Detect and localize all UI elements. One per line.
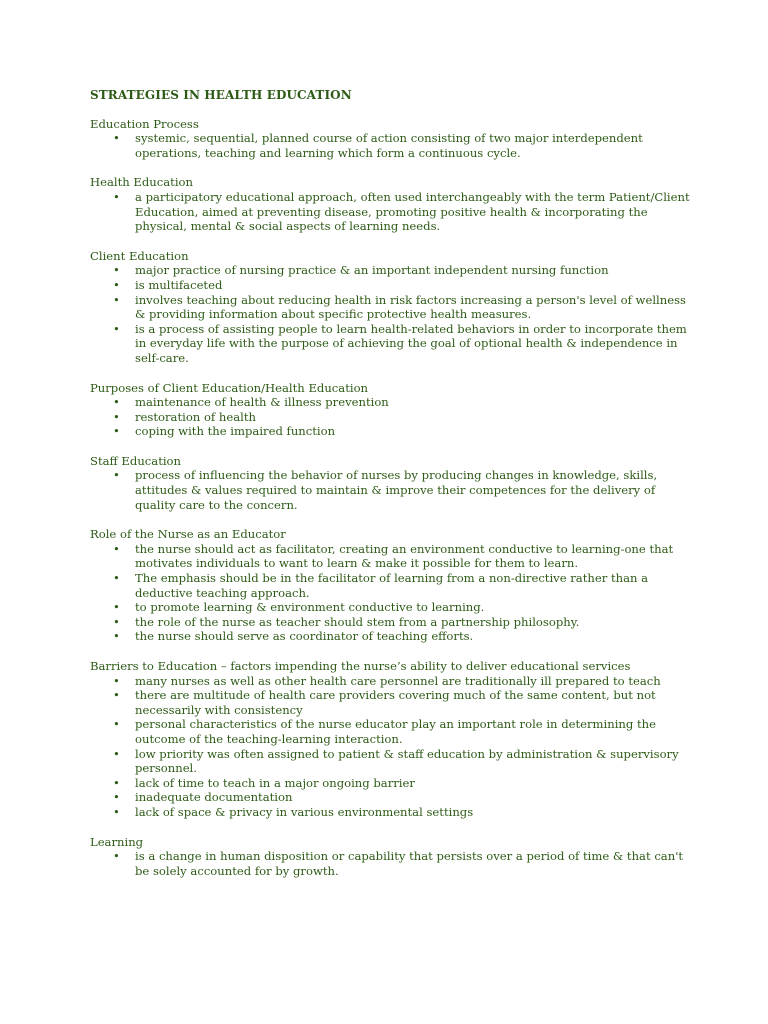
- bullet-icon: •: [113, 541, 120, 556]
- document-title: STRATEGIES IN HEALTH EDUCATION: [90, 88, 352, 102]
- bullet-icon: •: [113, 571, 120, 586]
- list-item: [90, 190, 690, 234]
- list-item: [90, 615, 690, 630]
- list-item: [90, 790, 690, 805]
- list-item-text: low priority was often assigned to patient & staff education by administration & supervisory personnel.: [135, 746, 679, 776]
- list-item-text: The emphasis should be in the facilitator of learning from a non-directive rather than a deductive teaching approach.: [135, 571, 649, 600]
- section: [90, 175, 690, 233]
- bullet-icon: •: [113, 292, 120, 307]
- list-item: [90, 688, 690, 717]
- list-item: [90, 600, 690, 615]
- section: [90, 659, 690, 820]
- bullet-icon: •: [113, 849, 120, 864]
- section-heading: Role of the Nurse as an Educator: [90, 527, 286, 542]
- list-item-text: coping with the impaired function: [135, 424, 336, 439]
- list-item: [90, 674, 690, 689]
- sections-container: [90, 117, 690, 879]
- list-item: [90, 424, 690, 439]
- section: [90, 527, 690, 644]
- list-item-text: the role of the nurse as teacher should stem from a partnership philosophy.: [135, 614, 580, 629]
- bullet-icon: •: [113, 600, 120, 615]
- bullet-list: [90, 263, 690, 365]
- bullet-list: [90, 190, 690, 234]
- bullet-icon: •: [113, 409, 120, 424]
- list-item: [90, 468, 690, 512]
- list-item-text: process of influencing the behavior of nurses by producing changes in knowledge, skills, attitudes & values required to maintain & improve their competences for the delivery of quality care to the concern.: [135, 468, 658, 512]
- list-item: [90, 717, 690, 746]
- bullet-icon: •: [113, 629, 120, 644]
- list-item-text: is a change in human disposition or capability that persists over a period of time & that can't be solely accounted for by growth.: [135, 849, 684, 878]
- list-item-text: to promote learning & environment conductive to learning.: [135, 600, 485, 615]
- bullet-icon: •: [113, 424, 120, 439]
- list-item-text: the nurse should serve as coordinator of teaching efforts.: [135, 629, 474, 644]
- section-heading: Learning: [90, 834, 144, 849]
- bullet-icon: •: [113, 263, 120, 278]
- list-item: [90, 629, 690, 644]
- list-item: [90, 747, 690, 776]
- bullet-icon: •: [113, 746, 120, 761]
- list-item: [90, 322, 690, 366]
- list-item: [90, 293, 690, 322]
- list-item-text: systemic, sequential, planned course of action consisting of two major interdependent operations, teaching and learning which form a continuous cycle.: [135, 131, 643, 160]
- list-item: [90, 263, 690, 278]
- list-item: [90, 131, 690, 160]
- bullet-icon: •: [113, 468, 120, 483]
- list-item-text: involves teaching about reducing health in risk factors increasing a person's level of wellness & providing information about specific protective health measures.: [135, 292, 686, 322]
- list-item-text: is multifaceted: [135, 277, 223, 292]
- list-item-text: personal characteristics of the nurse educator play an important role in determining the outcome of the teaching-learning interaction.: [135, 717, 656, 746]
- bullet-icon: •: [113, 277, 120, 292]
- list-item-text: the nurse should act as facilitator, creating an environment conductive to learning-one that motivates individuals to want to learn & make it possible for them to learn.: [135, 541, 674, 571]
- section-heading: Barriers to Education – factors impending the nurse’s ability to deliver educational services: [90, 659, 631, 673]
- list-item: [90, 805, 690, 820]
- bullet-list: [90, 395, 690, 439]
- list-item-text: restoration of health: [135, 409, 256, 424]
- list-item: [90, 849, 690, 878]
- bullet-icon: •: [113, 189, 120, 204]
- section-heading: Staff Education: [90, 453, 182, 468]
- bullet-icon: •: [113, 717, 120, 732]
- bullet-icon: •: [113, 790, 120, 805]
- bullet-list: [90, 674, 690, 820]
- section: [90, 454, 690, 512]
- bullet-icon: •: [113, 688, 120, 703]
- section: [90, 249, 690, 366]
- section-heading: Client Education: [90, 248, 189, 263]
- section-heading: Education Process: [90, 116, 199, 131]
- list-item: [90, 776, 690, 791]
- list-item-text: many nurses as well as other health care personnel are traditionally ill prepared to teach: [135, 673, 661, 688]
- section: [90, 381, 690, 439]
- bullet-icon: •: [113, 804, 120, 819]
- list-item-text: maintenance of health & illness prevention: [135, 395, 389, 410]
- bullet-list: [90, 849, 690, 878]
- list-item-text: is a process of assisting people to learn health-related behaviors in order to incorporate them in everyday life with the purpose of achieving the goal of optional health & independence in self-care.: [135, 321, 687, 365]
- section-heading: Purposes of Client Education/Health Education: [90, 380, 369, 395]
- bullet-list: [90, 542, 690, 644]
- list-item-text: lack of time to teach in a major ongoing barrier: [135, 775, 415, 790]
- bullet-list: [90, 468, 690, 512]
- bullet-icon: •: [113, 395, 120, 410]
- bullet-icon: •: [113, 673, 120, 688]
- list-item-text: inadequate documentation: [135, 790, 293, 805]
- list-item: [90, 542, 690, 571]
- bullet-icon: •: [113, 775, 120, 790]
- list-item-text: a participatory educational approach, often used interchangeably with the term Patient/Client Education, aimed at preventing disease, promoting positive health & incorporating the physical, mental & social aspects of learning needs.: [135, 189, 690, 234]
- list-item-text: major practice of nursing practice & an important independent nursing function: [135, 263, 609, 278]
- bullet-icon: •: [113, 614, 120, 629]
- list-item-text: lack of space & privacy in various environmental settings: [135, 804, 474, 819]
- list-item: [90, 278, 690, 293]
- list-item-text: there are multitude of health care providers covering much of the same content, but not necessarily with consistency: [135, 688, 656, 717]
- section: [90, 117, 690, 161]
- bullet-icon: •: [113, 321, 120, 336]
- list-item: [90, 410, 690, 425]
- list-item: [90, 395, 690, 410]
- document-page: [90, 88, 690, 893]
- section: [90, 835, 690, 879]
- section-heading: Health Education: [90, 175, 193, 190]
- list-item: [90, 571, 690, 600]
- bullet-icon: •: [113, 131, 120, 146]
- bullet-list: [90, 131, 690, 160]
